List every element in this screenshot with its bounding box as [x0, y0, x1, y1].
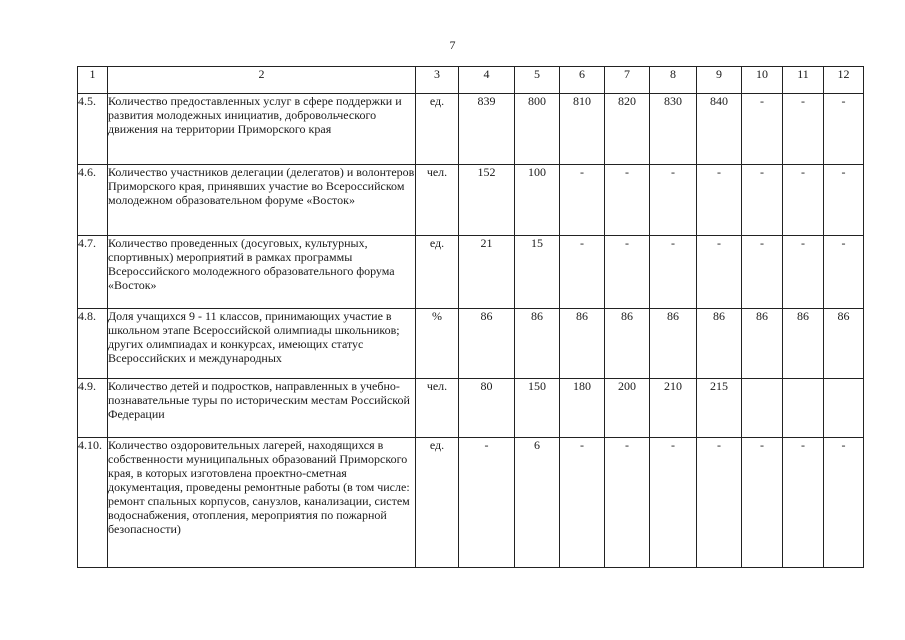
row-value: 80 [459, 379, 515, 438]
row-value: - [560, 438, 605, 568]
row-value: 86 [824, 309, 864, 379]
row-value: 86 [783, 309, 824, 379]
row-value: - [824, 438, 864, 568]
row-value: - [783, 94, 824, 165]
row-value: - [742, 438, 783, 568]
row-value: - [783, 236, 824, 309]
row-description: Количество оздоровительных лагерей, находящихся в собственности муниципальных образований Приморского края, в которых изготовлена проектно-сметная документация, проведены ремонтные работы (в том числе: ремонт спальных корпусов, санузлов, канализации, систем водоснабжения, отопления, мероприятия по пожарной безопасности) [108, 438, 416, 568]
row-value: - [824, 236, 864, 309]
row-value: 840 [697, 94, 742, 165]
row-value: - [605, 165, 650, 236]
header-cell: 9 [697, 67, 742, 94]
row-value: 810 [560, 94, 605, 165]
row-value: - [459, 438, 515, 568]
row-unit: ед. [416, 94, 459, 165]
row-value: 86 [605, 309, 650, 379]
row-description: Количество детей и подростков, направленных в учебно-познавательные туры по историческим местам Российской Федерации [108, 379, 416, 438]
row-unit: чел. [416, 165, 459, 236]
row-value: 21 [459, 236, 515, 309]
table-row [78, 309, 864, 379]
table-row [78, 94, 864, 165]
row-value: 200 [605, 379, 650, 438]
row-value: - [742, 94, 783, 165]
row-value: - [605, 236, 650, 309]
row-value: 86 [459, 309, 515, 379]
row-unit: ед. [416, 236, 459, 309]
header-cell: 12 [824, 67, 864, 94]
row-value: 86 [515, 309, 560, 379]
row-unit: ед. [416, 438, 459, 568]
header-cell: 3 [416, 67, 459, 94]
page-number: 7 [449, 38, 456, 52]
row-value: - [697, 165, 742, 236]
row-unit: % [416, 309, 459, 379]
row-value: - [697, 438, 742, 568]
row-value: - [742, 236, 783, 309]
row-value: 6 [515, 438, 560, 568]
row-value: 86 [650, 309, 697, 379]
header-cell: 6 [560, 67, 605, 94]
row-value: 150 [515, 379, 560, 438]
header-cell: 4 [459, 67, 515, 94]
row-value: 820 [605, 94, 650, 165]
row-number: 4.6. [78, 165, 108, 236]
row-value: 152 [459, 165, 515, 236]
header-row [78, 67, 864, 94]
row-value: - [650, 165, 697, 236]
row-number: 4.8. [78, 309, 108, 379]
row-unit: чел. [416, 379, 459, 438]
row-number: 4.5. [78, 94, 108, 165]
header-cell: 5 [515, 67, 560, 94]
row-description: Количество предоставленных услуг в сфере поддержки и развития молодежных инициатив, добровольческого движения на территории Приморского края [108, 94, 416, 165]
row-value: - [824, 94, 864, 165]
row-value: - [560, 165, 605, 236]
indicators-table [77, 66, 864, 568]
row-value: 15 [515, 236, 560, 309]
row-number: 4.7. [78, 236, 108, 309]
row-value: 830 [650, 94, 697, 165]
row-value: - [742, 165, 783, 236]
row-value: - [650, 438, 697, 568]
header-cell: 10 [742, 67, 783, 94]
row-value: 215 [697, 379, 742, 438]
row-value: 800 [515, 94, 560, 165]
row-value: 100 [515, 165, 560, 236]
row-value [742, 379, 783, 438]
header-cell: 7 [605, 67, 650, 94]
row-value: 86 [697, 309, 742, 379]
row-value: - [783, 165, 824, 236]
header-cell: 2 [108, 67, 416, 94]
row-value: 839 [459, 94, 515, 165]
row-value: 210 [650, 379, 697, 438]
header-cell: 1 [78, 67, 108, 94]
row-value: - [560, 236, 605, 309]
row-value: - [824, 165, 864, 236]
row-value [824, 379, 864, 438]
table-row [78, 438, 864, 568]
row-number: 4.9. [78, 379, 108, 438]
row-description: Количество проведенных (досуговых, культурных, спортивных) мероприятий в рамках программы Всероссийского молодежного образовательного форума «Восток» [108, 236, 416, 309]
header-cell: 11 [783, 67, 824, 94]
table-row [78, 236, 864, 309]
row-value: 180 [560, 379, 605, 438]
table-row [78, 165, 864, 236]
header-cell: 8 [650, 67, 697, 94]
row-number: 4.10. [78, 438, 108, 568]
row-value: - [650, 236, 697, 309]
row-value: - [605, 438, 650, 568]
row-value: - [697, 236, 742, 309]
row-description: Количество участников делегации (делегатов) и волонтеров Приморского края, принявших участие во Всероссийском молодежном образовательном форуме «Восток» [108, 165, 416, 236]
row-value: 86 [560, 309, 605, 379]
row-value: 86 [742, 309, 783, 379]
row-description: Доля учащихся 9 - 11 классов, принимающих участие в школьном этапе Всероссийской олимпиады школьников; других олимпиадах и конкурсах, имеющих статус Всероссийских и международных [108, 309, 416, 379]
table-row [78, 379, 864, 438]
row-value: - [783, 438, 824, 568]
row-value [783, 379, 824, 438]
